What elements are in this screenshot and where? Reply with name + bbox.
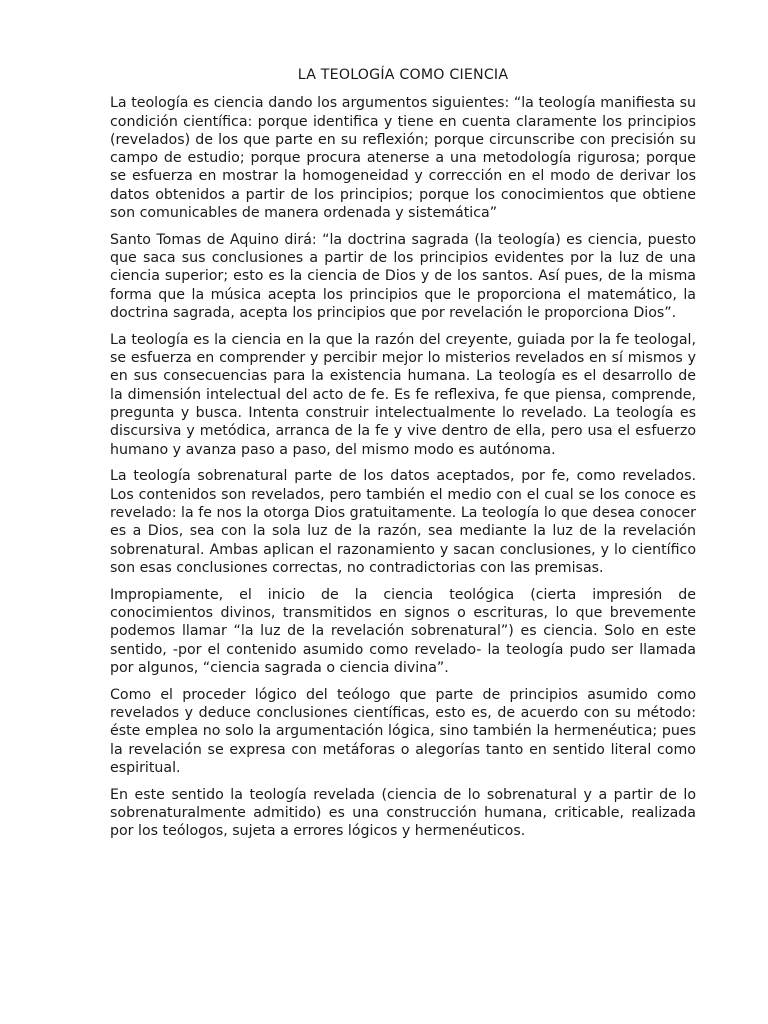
document-title: LA TEOLOGÍA COMO CIENCIA xyxy=(297,67,509,83)
document-page xyxy=(110,66,696,849)
paragraph-1: La teología es ciencia dando los argumentos siguientes: “la teología manifiesta su condición científica: porque identifica y tiene en cuenta claramente los principios (revelados) de los que parte en su reflexión; porque circunscribe con precisión su campo de estudio; porque procura atenerse a una metodología rigurosa; porque se esfuerza en mostrar la homogeneidad y corrección en el modo de derivar los datos obtenidos a partir de los principios; porque los conocimientos que obtiene son comunicables de manera ordenada y sistemática” xyxy=(110,95,696,222)
paragraph-7: En este sentido la teología revelada (ciencia de lo sobrenatural y a partir de lo sobrenaturalmente admitido) es una construcción humana, criticable, realizada por los teólogos, sujeta a errores lógicos y hermenéuticos. xyxy=(110,786,696,840)
paragraph-3: La teología es la ciencia en la que la razón del creyente, guiada por la fe teologal, se esfuerza en comprender y percibir mejor lo misterios revelados en sí mismos y en sus consecuencias para la existencia humana. La teología es el desarrollo de la dimensión intelectual del acto de fe. Es fe reflexiva, fe que piensa, comprende, pregunta y busca. Intenta construir intelectualmente lo revelado. La teología es discursiva y metódica, arranca de la fe y vive dentro de ella, pero usa el esfuerzo humano y avanza paso a paso, del mismo modo es autónoma. xyxy=(110,331,696,458)
paragraph-4: La teología sobrenatural parte de los datos aceptados, por fe, como revelados. Los contenidos son revelados, pero también el medio con el cual se los conoce es revelado: la fe nos la otorga Dios gratuitamente. La teología lo que desea conocer es a Dios, sea con la sola luz de la razón, sea mediante la luz de la revelación sobrenatural. Ambas aplican el razonamiento y sacan conclusiones, y lo científico son esas conclusiones correctas, no contradictorias con las premisas. xyxy=(110,468,696,576)
paragraph-2: Santo Tomas de Aquino dirá: “la doctrina sagrada (la teología) es ciencia, puesto que saca sus conclusiones a partir de los principios evidentes por la luz de una ciencia superior; esto es la ciencia de Dios y de los santos. Así pues, de la misma forma que la música acepta los principios que le proporciona el matemático, la doctrina sagrada, acepta los principios que por revelación le proporciona Dios”. xyxy=(110,231,696,322)
paragraph-6: Como el proceder lógico del teólogo que parte de principios asumido como revelados y deduce conclusiones científicas, esto es, de acuerdo con su método: éste emplea no solo la argumentación lógica, sino también la hermenéutica; pues la revelación se expresa con metáforas o alegorías tanto en sentido literal como espiritual. xyxy=(110,686,696,776)
paragraph-5: Impropiamente, el inicio de la ciencia teológica (cierta impresión de conocimientos divinos, transmitidos en signos o escrituras, lo que brevemente podemos llamar “la luz de la revelación sobrenatural”) es ciencia. Solo en este sentido, -por el contenido asumido como revelado- la teología pudo ser llamada por algunos, “ciencia sagrada o ciencia divina”. xyxy=(110,586,696,676)
